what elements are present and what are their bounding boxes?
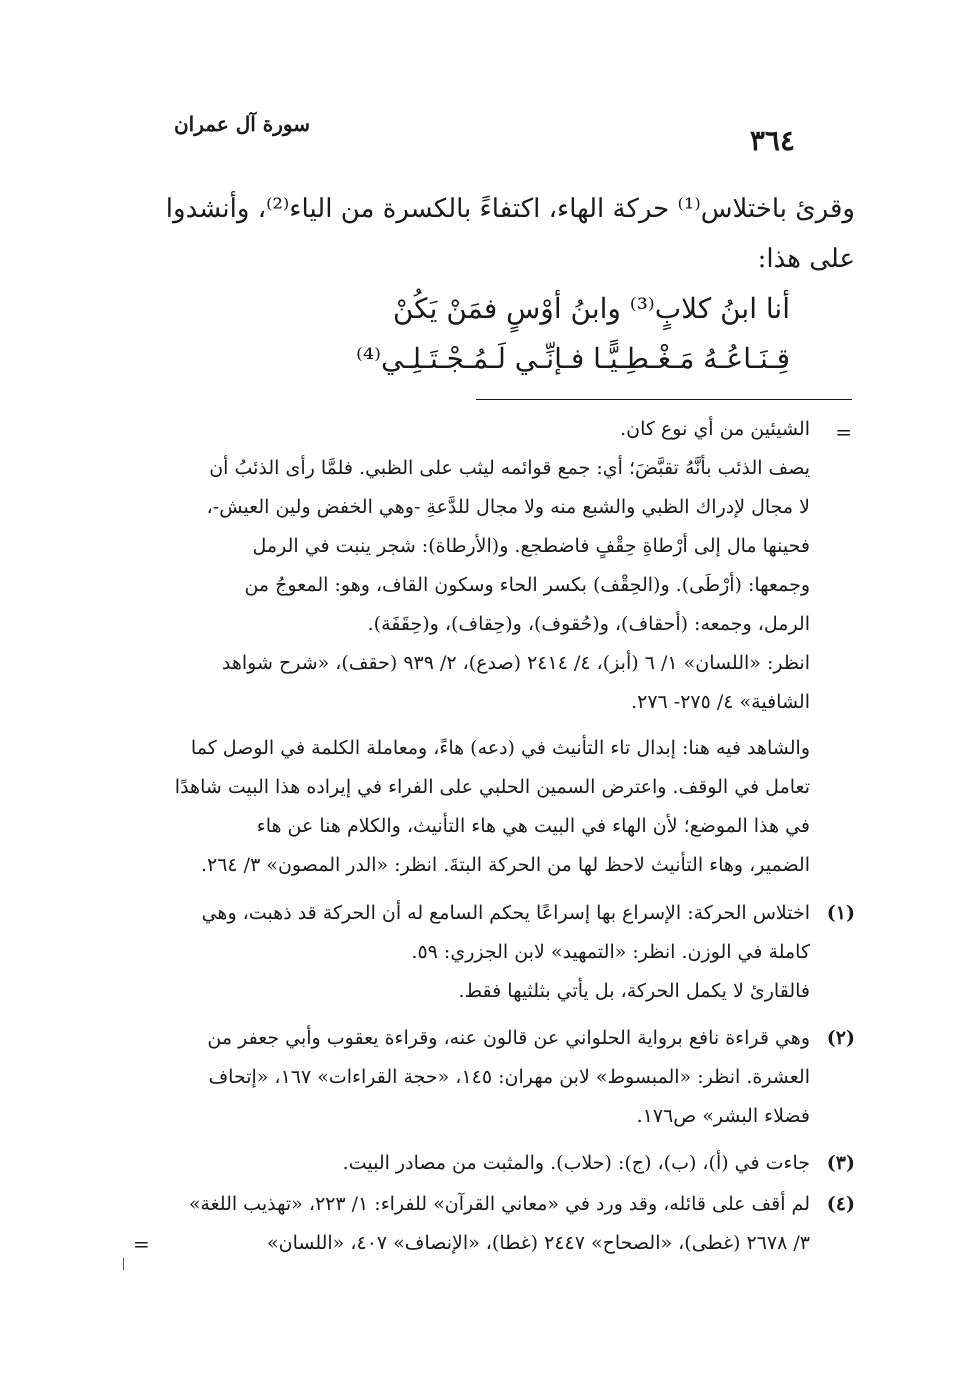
main-text-line: وقرئ باختلاس⁽¹⁾ حركة الهاء، اكتفاءً بالكسرة من الياء⁽²⁾، وأنشدوا xyxy=(165,194,855,224)
footnote-line: لم أقف على قائله، وقد ورد في «معاني القرآن» للفراء: ١/ ٢٢٣، «تهذيب اللغة» xyxy=(188,1193,810,1215)
footnote-line: كاملة في الوزن. انظر: «التمهيد» لابن الجزري: ٥٩. xyxy=(411,941,810,963)
footnote-label: (٢) xyxy=(826,1027,855,1049)
footnote-line: الضمير، وهاء التأنيث لاحظ لها من الحركة البتةَ. انظر: «الدر المصون» ٣/ ٢٦٤. xyxy=(200,854,810,876)
footnote-line: الشافية» ٤/ ٢٧٥- ٢٧٦. xyxy=(631,691,810,713)
running-title: سورة آل عمران xyxy=(173,112,310,136)
footnote-line: تعامل في الوقف. واعترض السمين الحلبي على الفراء في إيراده هذا البيت شاهدًا xyxy=(174,776,810,798)
continuation-marker: = xyxy=(835,420,852,444)
footnote-line: فالقارئ لا يكمل الحركة، بل يأتي بثلثيها فقط. xyxy=(458,980,810,1002)
footnote-separator xyxy=(476,399,852,400)
footnote-line: يصف الذئب بأنَّهُ تقبَّضَ؛ أي: جمع قوائمه ليثب على الظبي. فلمَّا رأى الذئبُ أن xyxy=(209,457,810,479)
footnote-line: اختلاس الحركة: الإسراع بها إسراعًا يحكم السامع له أن الحركة قد ذهبت، وهي xyxy=(201,902,810,924)
footnote-line: والشاهد فيه هنا: إبدال تاء التأنيث في (دعه) هاءً، ومعاملة الكلمة في الوصل كما xyxy=(190,737,810,759)
verse-first-hemistich: أنا ابنُ كلابٍ⁽³⁾ وابنُ أوْسٍ فمَنْ يَكُنْ xyxy=(392,292,790,325)
footnote-label: (٤) xyxy=(826,1193,855,1215)
page-number: ٣٦٤ xyxy=(749,124,795,157)
footnote-line: وهي قراءة نافع برواية الحلواني عن قالون عنه، وقراءة يعقوب وأبي جعفر من xyxy=(207,1027,810,1049)
footnote-line: العشرة. انظر: «المبسوط» لابن مهران: ١٤٥، «حجة القراءات» ١٦٧، «إتحاف xyxy=(208,1066,810,1088)
footnote-line: جاءت في (أ)، (ب)، (ج): (حلاب). والمثبت من مصادر البيت. xyxy=(342,1152,810,1174)
footnote-line: ٣/ ٢٦٧٨ (غطى)، «الصحاح» ٢٤٤٧ (غطا)، «الإنصاف» ٤٠٧، «اللسان» xyxy=(267,1232,810,1254)
footnote-line: انظر: «اللسان» ١/ ٦ (أبز)، ٤/ ٢٤١٤ (صدع)، ٢/ ٩٣٩ (حقف)، «شرح شواهد xyxy=(221,652,810,674)
footnote-line: وجمعها: (أرْطَى). و(الحِقْف) بكسر الحاء وسكون القاف، وهو: المعوجُ من xyxy=(244,574,810,596)
verse-second-hemistich: قِـنَـاعُـهُ مَـغْـطِـيًّـا فـإنِّـي لَـمُـجْـتَـلِـي⁽⁴⁾ xyxy=(356,342,790,375)
footnote-line: الرمل، وجمعه: (أحقاف)، و(حُقوف)، و(حِقاف)، و(حِقَفَة). xyxy=(367,613,810,635)
continuation-marker: = xyxy=(133,1232,150,1256)
footnote-label: (١) xyxy=(826,902,855,924)
footnote-line: لا مجال لإدراك الظبي والشبع منه ولا مجال للدَّعةِ -وهي الخفض ولين العيش-، xyxy=(206,496,810,518)
margin-tick xyxy=(123,1258,124,1270)
footnote-line: الشيئين من أي نوع كان. xyxy=(620,418,810,440)
footnote-line: فحينها مال إلى أرْطاةِ حِقْفٍ فاضطجع. و(الأرطاة): شجر ينبت في الرمل xyxy=(252,535,810,557)
footnote-label: (٣) xyxy=(826,1152,855,1174)
footnote-line: فضلاء البشر» ص١٧٦. xyxy=(636,1105,810,1127)
main-text-line: على هذا: xyxy=(757,244,855,274)
footnote-line: في هذا الموضع؛ لأن الهاء في البيت هي هاء التأنيث، والكلام هنا عن هاء xyxy=(256,815,810,837)
